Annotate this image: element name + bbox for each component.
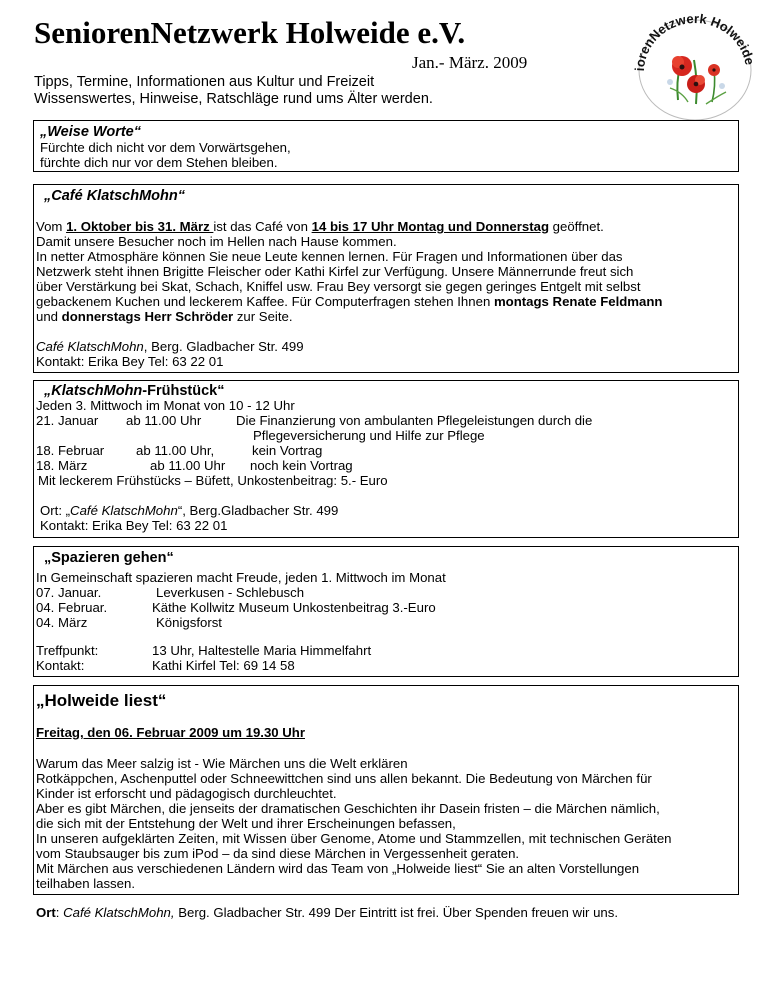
cafe-line-1: Vom 1. Oktober bis 31. März ist das Café von 14 bis 17 Uhr Montag und Donnerstag geöffnet.: [36, 219, 604, 234]
spazieren-row-date: 04. Februar.: [36, 600, 108, 615]
fruehstueck-row-date: 21. Januar: [36, 413, 99, 428]
fruehstueck-row-topic: Die Finanzierung von ambulanten Pflegeleistungen durch die: [236, 413, 593, 428]
cafe-line-5: über Verstärkung bei Skat, Schach, Kniffel usw. Frau Bey versorgt sie gegen geringes Entgelt mit selbst: [36, 279, 641, 294]
tagline: [34, 74, 433, 108]
weise-worte-line-1: Fürchte dich nicht vor dem Vorwärtsgehen,: [40, 140, 291, 155]
cafe-line-4: Netzwerk steht ihnen Brigitte Fleischer oder Kathi Kirfel zur Verfügung. Unsere Männerrunde freut sich: [36, 264, 634, 279]
spazieren-title: „Spazieren gehen“: [44, 550, 174, 566]
cafe-contact: Kontakt: Erika Bey Tel: 63 22 01: [36, 354, 224, 369]
fruehstueck-row-time: ab 11.00 Uhr: [126, 413, 202, 428]
cafe-line-6: gebackenem Kuchen und leckerem Kaffee. Für Computerfragen stehen Ihnen montags Renate Feldmann: [36, 294, 663, 309]
spazieren-row-text: Käthe Kollwitz Museum Unkostenbeitrag 3.-Euro: [152, 600, 436, 615]
weise-worte-line-2: fürchte dich nur vor dem Stehen bleiben.: [40, 155, 278, 170]
cafe-title: „Café KlatschMohn“: [44, 188, 185, 204]
logo-text: iorenNetzwerk Holweide: [631, 12, 756, 72]
fruehstueck-row-time: ab 11.00 Uhr: [150, 458, 226, 473]
cafe-line-3: In netter Atmosphäre können Sie neue Leute kennen lernen. Für Fragen und Informationen über das: [36, 249, 623, 264]
fruehstueck-row-topic: kein Vortrag: [252, 443, 323, 458]
liest-line: Rotkäppchen, Aschenputtel oder Schneewittchen sind uns allen bekannt. Die Bedeutung von Märchen für: [36, 771, 652, 786]
liest-line: teilhaben lassen.: [36, 876, 135, 891]
liest-line: In unseren aufgeklärten Zeiten, mit Wissen über Genome, Atome und Stammzellen, mit technischen Geräten: [36, 831, 672, 846]
spazieren-row-date: 04. März: [36, 615, 88, 630]
liest-location: Ort: Café KlatschMohn, Berg. Gladbacher Str. 499 Der Eintritt ist frei. Über Spenden freuen wir uns.: [36, 905, 618, 920]
fruehstueck-row-date: 18. Februar: [36, 443, 105, 458]
spazieren-meet-text: 13 Uhr, Haltestelle Maria Himmelfahrt: [152, 643, 372, 658]
liest-line: Aber es gibt Märchen, die jenseits der dramatischen Geschichten ihr Dasein fristen – die Märchen nämlich,: [36, 801, 660, 816]
liest-line: Mit Märchen aus verschiedenen Ländern wird das Team von „Holweide liest“ Sie an alten Vorstellungen: [36, 861, 640, 876]
fruehstueck-row-topic-cont: Pflegeversicherung und Hilfe zur Pflege: [253, 428, 485, 443]
liest-line: vom Staubsauger bis zum iPod – da sind diese Märchen in Vergessenheit geraten.: [36, 846, 520, 861]
tagline-line-1: Tipps, Termine, Informationen aus Kultur und Freizeit: [34, 74, 375, 90]
spazieren-line-1: In Gemeinschaft spazieren macht Freude, jeden 1. Mittwoch im Monat: [36, 570, 446, 585]
tagline-line-2: Wissenswertes, Hinweise, Ratschläge rund ums Älter werden.: [34, 91, 433, 107]
liest-title: „Holweide liest“: [36, 691, 167, 710]
fruehstueck-row-time: ab 11.00 Uhr,: [136, 443, 215, 458]
fruehstueck-extra: Mit leckerem Frühstücks – Büfett, Unkostenbeitrag: 5.- Euro: [38, 473, 388, 488]
fruehstueck-title: „KlatschMohn-Frühstück“: [44, 383, 225, 399]
fruehstueck-row-date: 18. März: [36, 458, 88, 473]
fruehstueck-contact: Kontakt: Erika Bey Tel: 63 22 01: [40, 518, 228, 533]
liest-line: Warum das Meer salzig ist - Wie Märchen uns die Welt erklären: [36, 756, 408, 771]
spazieren-row-date: 07. Januar.: [36, 585, 102, 600]
fruehstueck-row-topic: noch kein Vortrag: [250, 458, 353, 473]
spazieren-row-text: Königsforst: [156, 615, 222, 630]
spazieren-contact-text: Kathi Kirfel Tel: 69 14 58: [152, 658, 295, 673]
liest-date: Freitag, den 06. Februar 2009 um 19.30 Uhr: [36, 725, 305, 740]
page-title: SeniorenNetzwerk Holweide e.V.: [34, 15, 466, 50]
liest-line: die sich mit der Entstehung der Welt und ihrer Erscheinungen befassen,: [36, 816, 456, 831]
cafe-address: Café KlatschMohn, Berg. Gladbacher Str. 499: [36, 339, 304, 354]
cafe-line-7: und donnerstags Herr Schröder zur Seite.: [36, 309, 293, 324]
poppy-logo-icon: [630, 12, 756, 122]
fruehstueck-address: Ort: „Café KlatschMohn“, Berg.Gladbacher Str. 499: [40, 503, 339, 518]
fruehstueck-line-1: Jeden 3. Mittwoch im Monat von 10 - 12 Uhr: [36, 398, 295, 413]
issue-period: Jan.- März. 2009: [412, 53, 528, 72]
spazieren-row-text: Leverkusen - Schlebusch: [156, 585, 305, 600]
weise-worte-title: „Weise Worte“: [40, 124, 141, 140]
spazieren-meet-label: Treffpunkt:: [36, 643, 99, 658]
cafe-line-2: Damit unsere Besucher noch im Hellen nach Hause kommen.: [36, 234, 397, 249]
liest-line: Kinder ist erforscht und pädagogisch durchleuchtet.: [36, 786, 337, 801]
spazieren-contact-label: Kontakt:: [36, 658, 85, 673]
